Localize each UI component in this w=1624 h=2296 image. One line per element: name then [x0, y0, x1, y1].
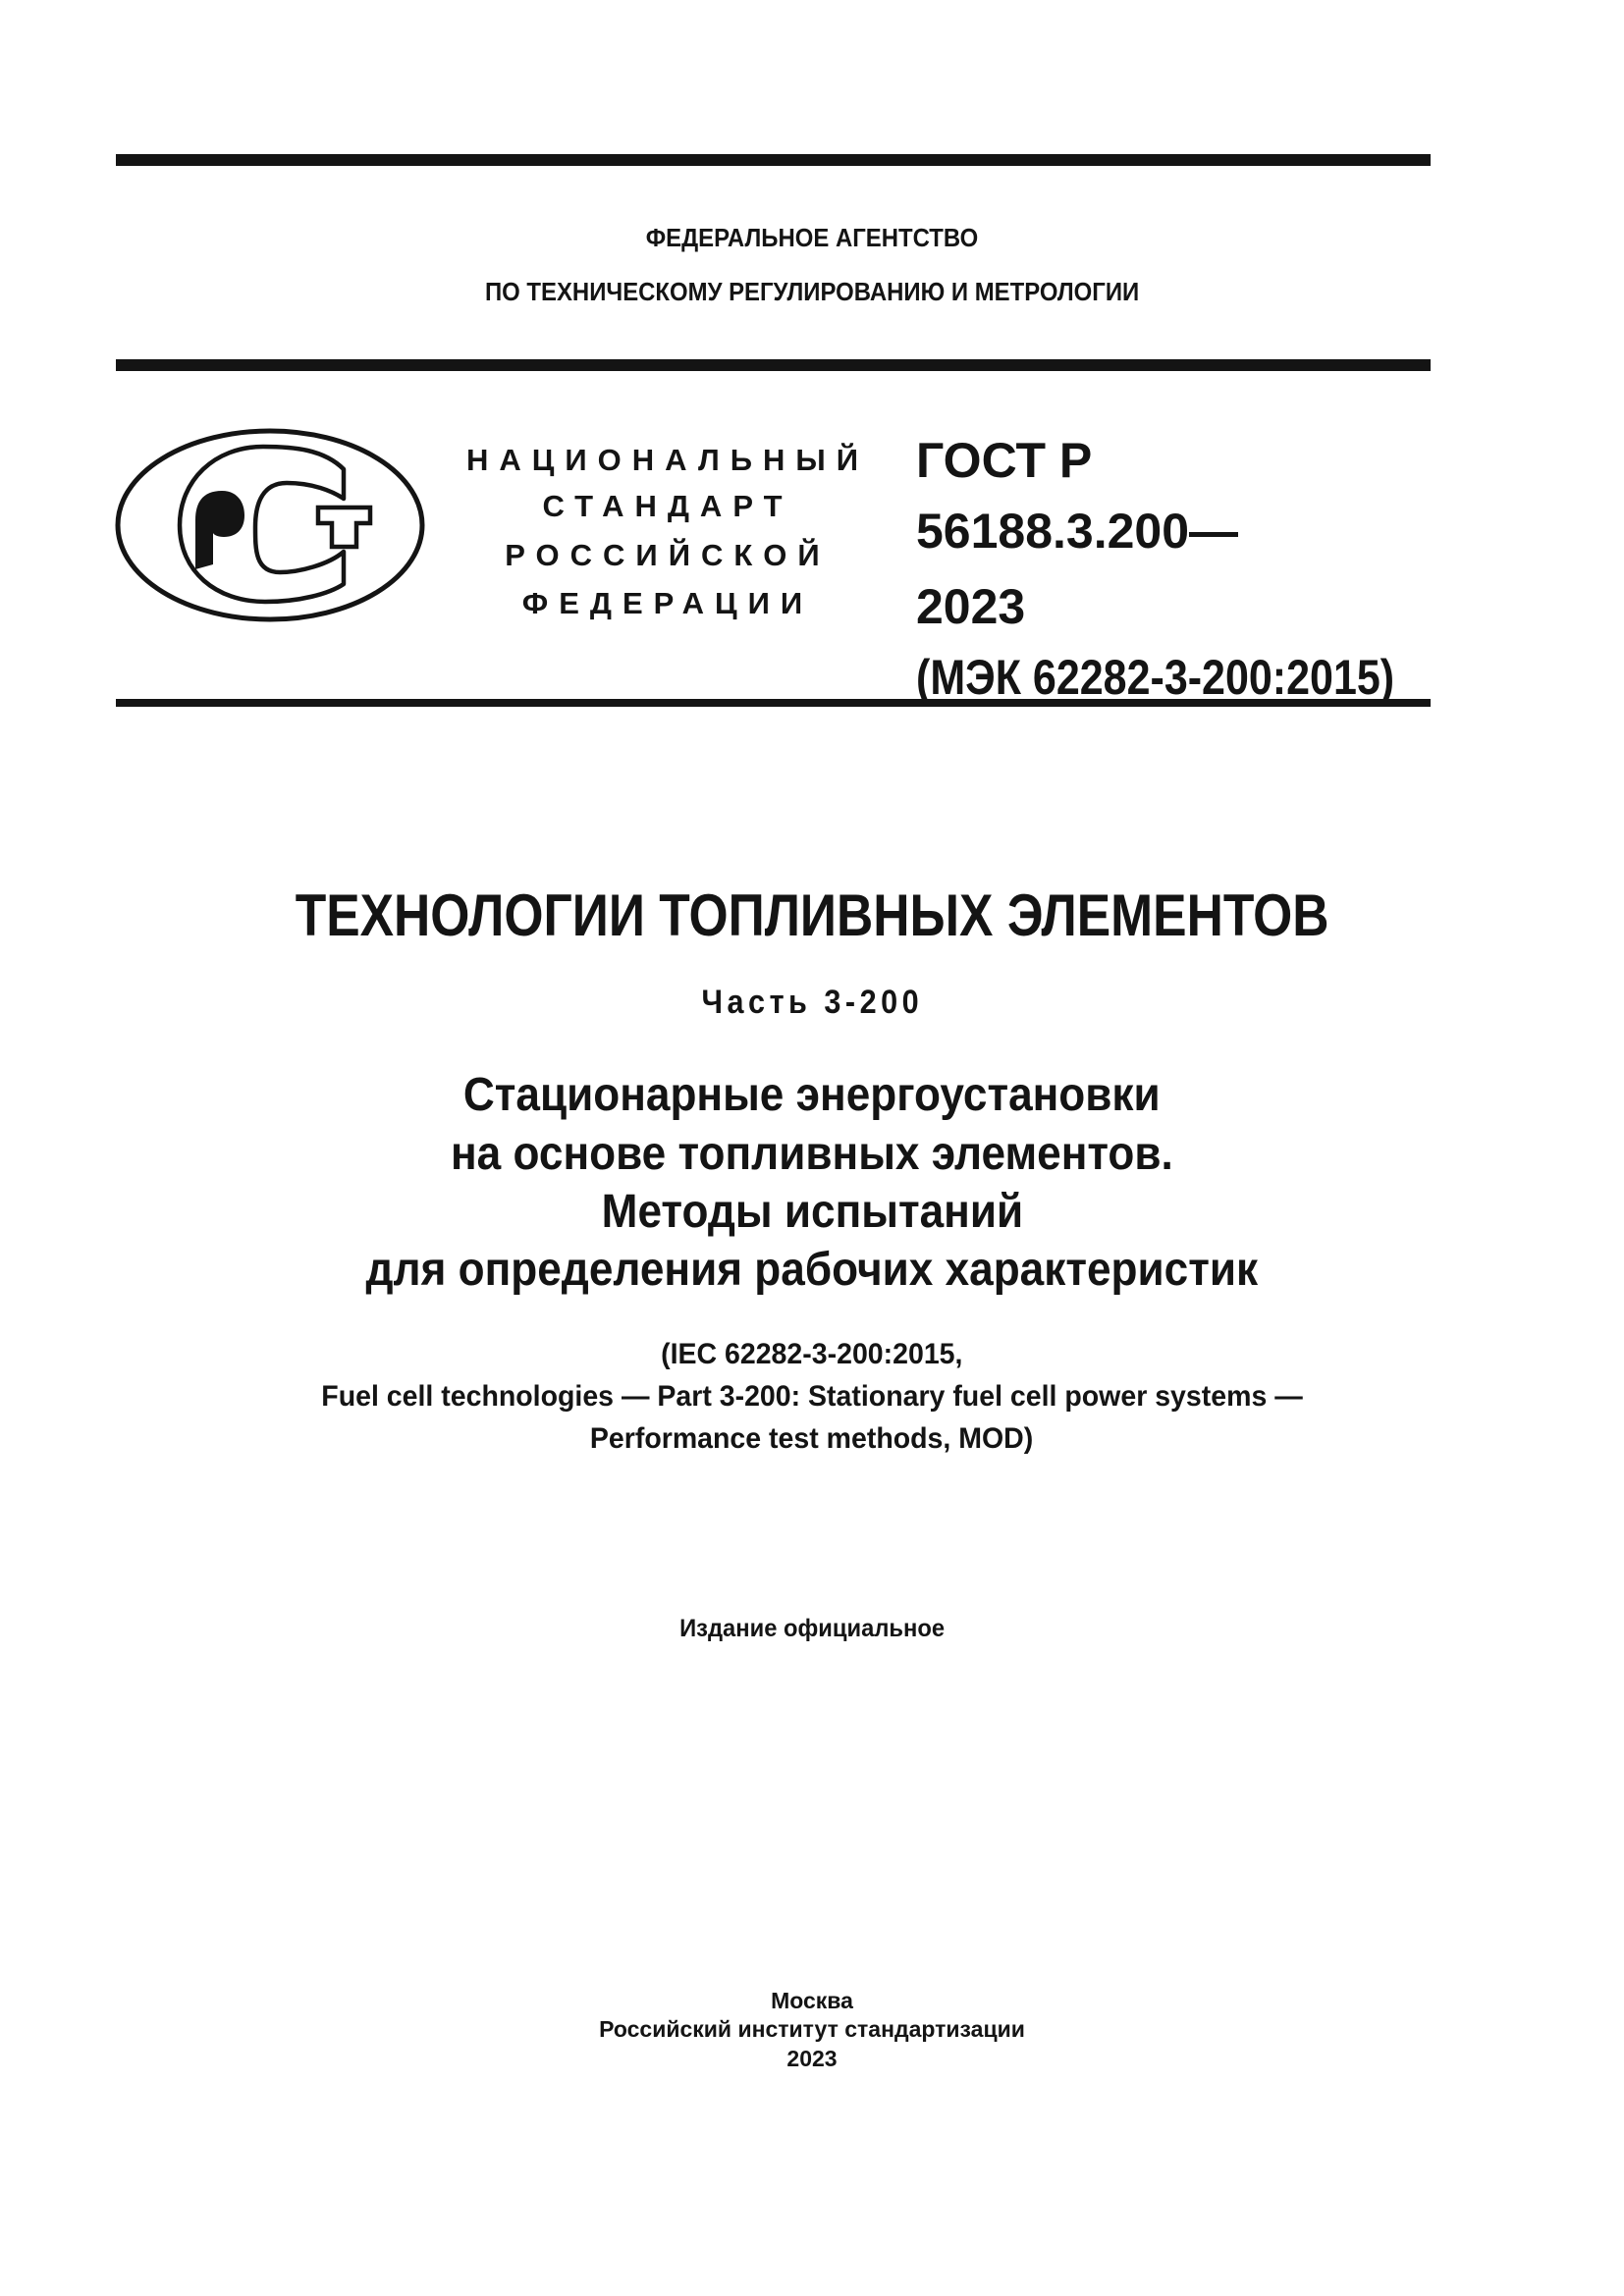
agency-line-1-text: ФЕДЕРАЛЬНОЕ АГЕНТСТВО [645, 223, 979, 252]
iec-reference-line-3 [0, 1422, 1624, 1456]
edition-note-text: Издание официальное [679, 1615, 945, 1642]
iec-reference-line-2 [0, 1380, 1624, 1414]
subtitle-line-3 [0, 1185, 1624, 1239]
iec-reference-line-3-text: Performance test methods, MOD) [590, 1422, 1034, 1455]
national-standard-line-2: СТАНДАРТ [542, 489, 793, 523]
subtitle-line-1-text: Стационарные энергоустановки [463, 1069, 1161, 1121]
edition-note [0, 1615, 1624, 1643]
gost-r-rst-logo-icon [108, 417, 432, 633]
header-bottom-rule [116, 359, 1431, 371]
designation-line-1: ГОСТ Р [916, 433, 1093, 488]
iec-reference-line-2-text: Fuel cell technologies — Part 3-200: Stationary fuel cell power systems — [321, 1380, 1303, 1413]
national-standard-line-3: РОССИЙСКОЙ [505, 538, 831, 572]
agency-line-1 [0, 223, 1624, 253]
publisher-name: Российский институт стандартизации [599, 2016, 1025, 2042]
designation-iec-text: (МЭК 62282-3-200:2015) [916, 650, 1395, 705]
subtitle-line-2-text: на основе топливных элементов. [451, 1128, 1173, 1180]
publisher-city: Москва [771, 1988, 853, 2013]
designation-line-2: 56188.3.200— [916, 504, 1239, 559]
iec-reference-line-1 [0, 1338, 1624, 1371]
publication-year: 2023 [786, 2046, 838, 2071]
national-standard-line-1: НАЦИОНАЛЬНЫЙ [465, 443, 870, 477]
agency-line-2-text: ПО ТЕХНИЧЕСКОМУ РЕГУЛИРОВАНИЮ И МЕТРОЛОГИИ [484, 277, 1140, 306]
designation-line-3: 2023 [916, 579, 1026, 634]
document-title-text: ТЕХНОЛОГИИ ТОПЛИВНЫХ ЭЛЕМЕНТОВ [295, 882, 1329, 948]
agency-line-2 [0, 277, 1624, 307]
designation-line-4 [916, 649, 1472, 706]
subtitle-line-2 [0, 1127, 1624, 1181]
document-title [0, 881, 1624, 949]
subtitle-line-3-text: Методы испытаний [601, 1186, 1023, 1238]
part-number-text: Часть 3-200 [701, 984, 923, 1021]
subtitle-line-1 [0, 1068, 1624, 1122]
top-rule [116, 154, 1431, 166]
subtitle-line-4 [0, 1243, 1624, 1297]
subtitle-line-4-text: для определения рабочих характеристик [365, 1244, 1259, 1296]
national-standard-line-4: ФЕДЕРАЦИИ [521, 586, 814, 620]
iec-reference-line-1-text: (IEC 62282-3-200:2015, [661, 1338, 963, 1370]
part-number [0, 984, 1624, 1022]
